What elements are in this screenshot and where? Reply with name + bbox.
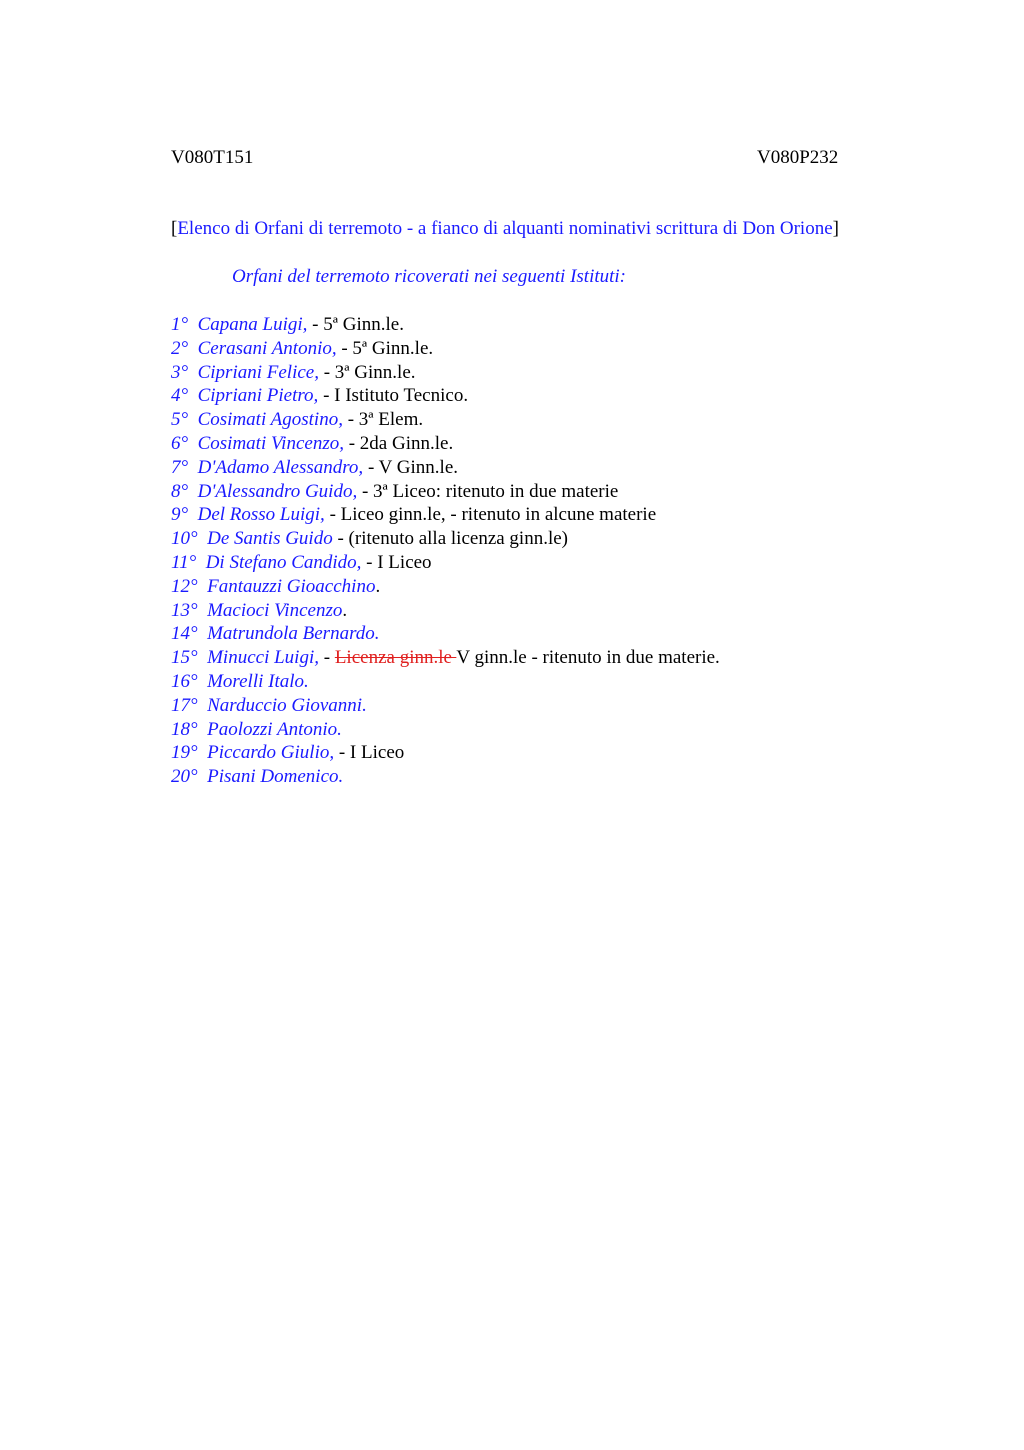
entry-number: 19°	[171, 742, 198, 764]
list-item	[171, 670, 720, 694]
entry-number: 16°	[171, 670, 198, 692]
heading-close-bracket: ]	[832, 218, 839, 239]
entry-number: 8°	[171, 480, 189, 502]
entry-note: .	[342, 599, 348, 621]
entry-name: Cerasani Antonio,	[197, 337, 337, 359]
list-item	[171, 527, 720, 551]
entry-number: 9°	[171, 504, 189, 526]
entry-note: - I Istituto Tecnico.	[318, 385, 469, 407]
list-item	[171, 313, 720, 337]
entry-number: 13°	[171, 599, 198, 621]
list-item	[171, 503, 720, 527]
list-item	[171, 337, 720, 361]
list-item	[171, 456, 720, 480]
struck-text: Licenza ginn.le	[334, 647, 457, 669]
entry-name: Minucci Luigi,	[207, 647, 319, 669]
entry-note: .	[375, 575, 381, 597]
entry-name: Di Stefano Candido,	[205, 551, 362, 573]
document-code-left: V080T151	[171, 147, 254, 168]
entry-number: 4°	[171, 385, 189, 407]
entry-number: 2°	[171, 337, 189, 359]
entry-name: Del Rosso Luigi,	[197, 504, 325, 526]
document-code-right: V080P232	[757, 147, 839, 168]
list-item	[171, 432, 720, 456]
entry-number: 18°	[171, 718, 198, 740]
entry-name: D'Adamo Alessandro,	[197, 456, 364, 478]
document-heading	[171, 218, 839, 240]
entry-name: Morelli Italo.	[207, 670, 309, 692]
document-subheading: Orfani del terremoto ricoverati nei seguenti Istituti:	[232, 266, 627, 287]
list-item	[171, 480, 720, 504]
list-item	[171, 741, 720, 765]
entry-name: Cosimati Agostino,	[197, 409, 343, 431]
entry-note: - 5ª Ginn.le.	[307, 314, 404, 335]
entry-note: - V Ginn.le.	[363, 456, 459, 478]
heading-text: Elenco di Orfani di terremoto - a fianco di alquanti nominativi scrittura di Don Orione	[177, 218, 833, 239]
entry-number: 20°	[171, 766, 198, 788]
list-item	[171, 361, 720, 385]
entry-note: - 3ª Liceo: ritenuto in due materie	[357, 480, 619, 502]
orphan-list	[171, 313, 720, 789]
entry-number: 6°	[171, 432, 189, 454]
entry-note: - I Liceo	[334, 742, 405, 764]
entry-number: 17°	[171, 694, 198, 716]
entry-name: Narduccio Giovanni.	[207, 694, 367, 716]
entry-note: - (ritenuto alla licenza ginn.le)	[332, 528, 569, 550]
entry-number: 11°	[171, 551, 197, 573]
entry-name: D'Alessandro Guido,	[197, 480, 358, 502]
list-item	[171, 551, 720, 575]
entry-note: V ginn.le - ritenuto in due materie.	[456, 647, 720, 669]
entry-number: 15°	[171, 647, 198, 669]
entry-note-prefix: -	[319, 647, 335, 669]
entry-name: Cipriani Pietro,	[197, 385, 319, 407]
entry-number: 5°	[171, 409, 189, 431]
entry-name: Pisani Domenico.	[207, 766, 344, 788]
list-item	[171, 765, 720, 789]
list-item	[171, 646, 720, 670]
entry-note: - 3ª Elem.	[342, 409, 424, 431]
entry-name: Fantauzzi Gioacchino	[207, 575, 376, 597]
entry-number: 10°	[171, 528, 198, 550]
list-item	[171, 599, 720, 623]
heading-open-bracket: [	[171, 218, 178, 239]
entry-note: - 3ª Ginn.le.	[318, 361, 416, 383]
entry-name: Cipriani Felice,	[197, 361, 319, 383]
entry-number: 1°	[171, 314, 189, 335]
entry-name: Paolozzi Antonio.	[207, 718, 342, 740]
entry-name: De Santis Guido	[207, 528, 333, 550]
entry-note: - Liceo ginn.le, - ritenuto in alcune materie	[324, 504, 657, 526]
list-item	[171, 575, 720, 599]
entry-note: - I Liceo	[361, 551, 432, 573]
entry-number: 12°	[171, 575, 198, 597]
list-item	[171, 718, 720, 742]
entry-name: Matrundola Bernardo.	[207, 623, 380, 645]
entry-note: - 5ª Ginn.le.	[336, 337, 434, 359]
entry-number: 7°	[171, 456, 189, 478]
list-item	[171, 384, 720, 408]
entry-name: Piccardo Giulio,	[207, 742, 335, 764]
entry-name: Macioci Vincenzo	[207, 599, 343, 621]
entry-name: Cosimati Vincenzo,	[197, 432, 344, 454]
entry-name: Capana Luigi,	[197, 314, 308, 335]
entry-note: - 2da Ginn.le.	[343, 432, 454, 454]
entry-number: 14°	[171, 623, 198, 645]
list-item	[171, 694, 720, 718]
entry-number: 3°	[171, 361, 189, 383]
list-item	[171, 408, 720, 432]
list-item	[171, 622, 720, 646]
